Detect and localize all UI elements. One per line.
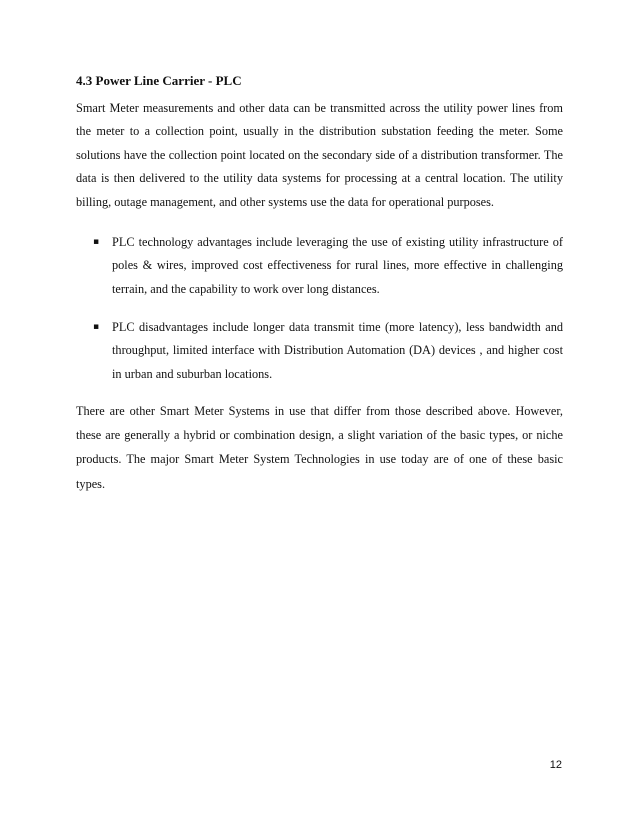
square-bullet-icon: ▪ (93, 322, 100, 332)
closing-paragraph: There are other Smart Meter Systems in use that differ from those described above. However, these are generally a hybrid or combination design, a slight variation of the basic types, or niche products. The major Smart Meter System Technologies in use today are of one of these basic types. (76, 404, 563, 491)
section-heading: 4.3 Power Line Carrier - PLC (76, 73, 242, 88)
intro-paragraph: Smart Meter measurements and other data can be transmitted across the utility power lines from the meter to a collection point, usually in the distribution substation feeding the meter. Some solutions have the collection point located on the secondary side of a distribution transformer. The data is then delivered to the utility data systems for processing at a central location. The utility billing, outage management, and other systems use the data for operational purposes. (76, 101, 563, 209)
bullet-text-advantages: PLC technology advantages include leveraging the use of existing utility infrastructure of poles & wires, improved cost effectiveness for rural lines, more effective in challenging terrain, and the capability to work over long distances. (112, 235, 563, 296)
square-bullet-icon: ▪ (93, 237, 100, 247)
bullet-text-disadvantages: PLC disadvantages include longer data transmit time (more latency), less bandwidth and throughput, limited interface with Distribution Automation (DA) devices , and higher cost in urban and suburban locations. (112, 320, 563, 381)
page-number: 12 (549, 759, 562, 771)
